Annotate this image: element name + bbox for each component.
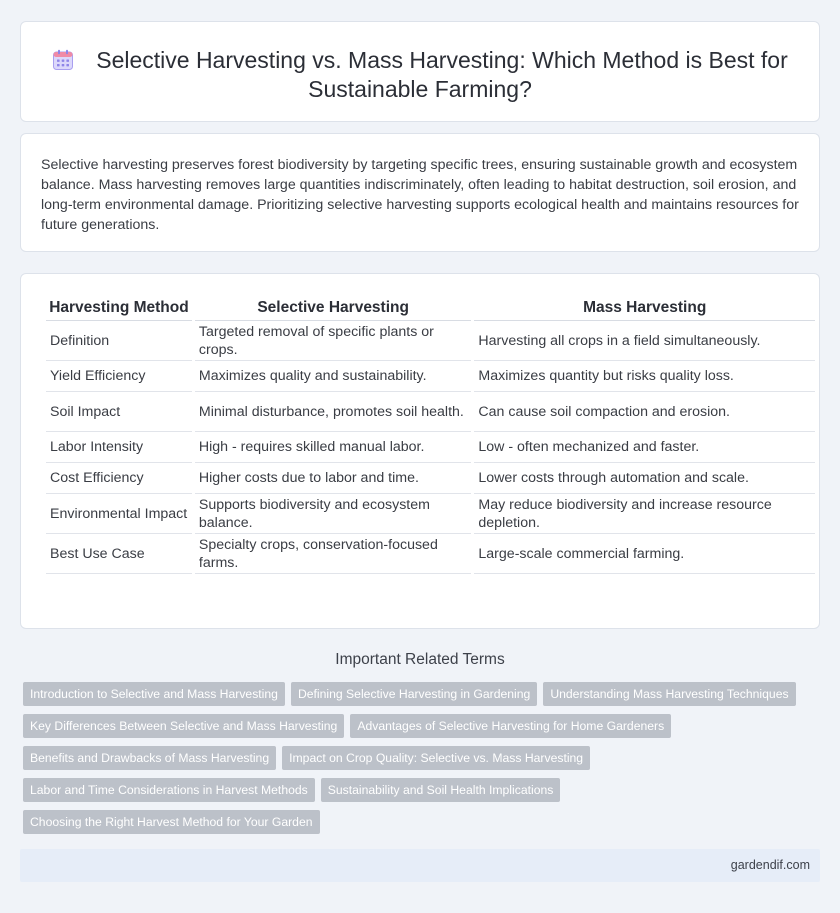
table-row xyxy=(46,321,815,361)
related-term-tag[interactable]: Benefits and Drawbacks of Mass Harvesting xyxy=(23,746,276,770)
selective-cell: Higher costs due to labor and time. xyxy=(195,463,472,494)
intro-paragraph: Selective harvesting preserves forest biodiversity by targeting specific trees, ensuring sustainable growth and ecosystem balance. Mass harvesting removes large quantities indiscriminately, often leading to habitat destruction, soil erosion, and long-term environmental damage. Prioritizing selective harvesting supports ecological health and maintains resources for future generations. xyxy=(41,157,799,233)
related-term-tag[interactable]: Defining Selective Harvesting in Gardening xyxy=(291,682,537,706)
row-label: Cost Efficiency xyxy=(46,463,192,494)
related-term-tag[interactable]: Key Differences Between Selective and Mass Harvesting xyxy=(23,714,344,738)
row-label: Yield Efficiency xyxy=(46,361,192,392)
table-row xyxy=(46,361,815,392)
page-title-wrap xyxy=(21,46,819,104)
related-terms-title: Important Related Terms xyxy=(335,651,505,668)
mass-cell: May reduce biodiversity and increase resource depletion. xyxy=(474,494,815,534)
selective-cell: High - requires skilled manual labor. xyxy=(195,432,472,463)
row-label: Best Use Case xyxy=(46,534,192,574)
table-header-row xyxy=(46,296,815,321)
mass-cell: Large-scale commercial farming. xyxy=(474,534,815,574)
footer-bar xyxy=(20,849,820,882)
column-header-mass: Mass Harvesting xyxy=(474,296,815,321)
related-term-tag[interactable]: Choosing the Right Harvest Method for Your Garden xyxy=(23,810,320,834)
related-term-tag[interactable]: Labor and Time Considerations in Harvest Methods xyxy=(23,778,315,802)
comparison-card xyxy=(20,273,820,629)
table-row xyxy=(46,494,815,534)
table-row xyxy=(46,534,815,574)
mass-cell: Maximizes quantity but risks quality loss. xyxy=(474,361,815,392)
selective-cell: Specialty crops, conservation-focused farms. xyxy=(195,534,472,574)
related-terms-list xyxy=(23,682,803,834)
mass-cell: Harvesting all crops in a field simultaneously. xyxy=(474,321,815,361)
related-term-tag[interactable]: Advantages of Selective Harvesting for Home Gardeners xyxy=(350,714,671,738)
column-header-method: Harvesting Method xyxy=(46,296,192,321)
table-row xyxy=(46,392,815,432)
selective-cell: Supports biodiversity and ecosystem balance. xyxy=(195,494,472,534)
row-label: Environmental Impact xyxy=(46,494,192,534)
mass-cell: Low - often mechanized and faster. xyxy=(474,432,815,463)
title-card xyxy=(20,21,820,122)
row-label: Definition xyxy=(46,321,192,361)
row-label: Labor Intensity xyxy=(46,432,192,463)
page-title: Selective Harvesting vs. Mass Harvesting: Which Method is Best for Sustainable Farming? xyxy=(96,47,788,102)
footer-site-link[interactable]: gardendif.com xyxy=(730,858,810,872)
column-header-selective: Selective Harvesting xyxy=(195,296,472,321)
related-term-tag[interactable]: Sustainability and Soil Health Implications xyxy=(321,778,561,802)
selective-cell: Targeted removal of specific plants or crops. xyxy=(195,321,472,361)
mass-cell: Can cause soil compaction and erosion. xyxy=(474,392,815,432)
table-row xyxy=(46,463,815,494)
mass-cell: Lower costs through automation and scale. xyxy=(474,463,815,494)
table-row xyxy=(46,432,815,463)
calendar-icon xyxy=(52,49,74,71)
selective-cell: Maximizes quality and sustainability. xyxy=(195,361,472,392)
row-label: Soil Impact xyxy=(46,392,192,432)
intro-card xyxy=(20,133,820,252)
comparison-table xyxy=(43,296,818,574)
selective-cell: Minimal disturbance, promotes soil health. xyxy=(195,392,472,432)
related-term-tag[interactable]: Understanding Mass Harvesting Techniques xyxy=(543,682,795,706)
related-term-tag[interactable]: Impact on Crop Quality: Selective vs. Mass Harvesting xyxy=(282,746,590,770)
related-term-tag[interactable]: Introduction to Selective and Mass Harvesting xyxy=(23,682,285,706)
